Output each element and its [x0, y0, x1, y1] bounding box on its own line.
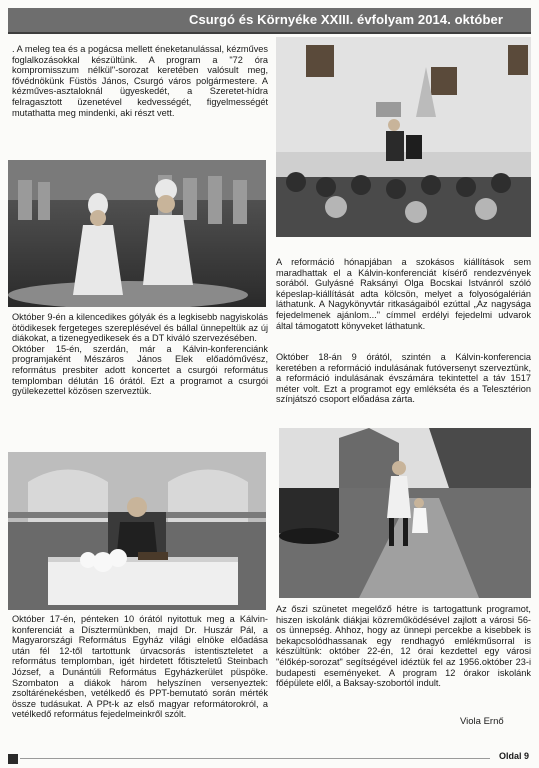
article-intro [12, 44, 268, 118]
article-october-18-text: Október 18-án 9 órától, szintén a Kálvin-konferencia keretében a reformáció indulásának futóversenyt szerveztünk, a reformáció indulásának évszámára tekintettel a táv 1517 méter volt. Ezt a programot egy emlékséta és a Telesztérion színjátszó csoport előadása zárta. [276, 352, 531, 405]
article-october-9-text: Október 9-én a kilencedikes gólyák és a legkisebb nagyiskolás ötödikesek fergeteges szereplésével és bállal ünnepeltük az új diákokat, a tizenegyedikesek és a DT kiváló szervezésében. [12, 312, 268, 344]
photo-children-costumes-image [8, 160, 266, 307]
article-exhibitions-text: A reformáció hónapjában a szokásos kiállítások sem maradhattak el a Kálvin-konferenciát kísérő rendezvények sorából. Gulyásné Raksányi Olga Bocskai Istvánról szóló képeslap-kiállítását adta kölcsön, melyet a folyosógalérián láthatunk. A Nagykönyvtár ritkaságaiból ezúttal „Az nagysága fejedelmenek ajánlom..." címmel erdélyi fejedelmi udvarok által támogatott könyveket láthatunk. [276, 257, 531, 331]
page-header [8, 8, 531, 34]
article-autumn [276, 604, 531, 689]
photo-church-lecture-image [276, 37, 531, 237]
article-intro-text: . A meleg tea és a pogácsa mellett éneketanulással, kézműves foglalkozásokkal készültünk. A program a "72 óra kompromisszum nélkül"-sorozat keretében valósult meg, fővédnökünk Füstös János, Csurgó város polgármestere. A kézműves-asztaloknál ügyeskedét, a Szeretet-hídra felragasztott üzenetével kedvességét, figyelmességét mutathatta meg mindenki, aki részt vett. [12, 44, 268, 118]
footer-divider [20, 758, 490, 759]
photo-speaker-table [8, 452, 266, 610]
photo-street-run [279, 428, 531, 598]
footer-marker [8, 754, 18, 764]
author-signature: Viola Ernő [460, 716, 504, 727]
photo-street-run-image [279, 428, 531, 598]
header-title: Csurgó és Környéke XXIII. évfolyam 2014. október [188, 12, 503, 27]
article-october-15-text: Október 15-én, szerdán, már a Kálvin-konferenciánk programjaként Mészáros János Elek előadóművész, református presbiter adott koncertet a csurgói református templomban délután 16 órától. Ezt a programot a csurgói gyülekezettel közösen szerveztük. [12, 343, 268, 397]
photo-children-costumes [8, 160, 266, 307]
article-exhibitions [276, 257, 531, 331]
photo-church-lecture [276, 37, 531, 237]
page-number: Oldal 9 [498, 751, 529, 761]
article-october-18 [276, 352, 531, 405]
photo-speaker-table-image [8, 452, 266, 610]
article-autumn-text: Az őszi szünetet megelőző hétre is tartogattunk programot, hiszen iskolánk diákjai közreműködésével zajlott a városi 56-os ünnepség. Ahhoz, hogy az ünnepi percekbe a kisebbek is bekapcsolódhassanak egy rendhagyó emlékműsorral is készültünk: október 22-én, 12 órai kezdettel egy városi "élőkép-sorozat" segítségével idéztük fel az 1956.október 23-i budapesti eseményeket. A program 12 órakor iskolánk főépülete elől, a Baksay-szobortól indult. [276, 604, 531, 689]
article-october-9-15 [12, 312, 268, 397]
article-october-17-text: Október 17-én, pénteken 10 órától nyitottuk meg a Kálvin-konferenciát a Dísztermünkben, majd Dr. Huszár Pál, a Magyarországi Református Egyház világi elnöke előadása után fél 12-től tartottunk úrvacsorás istentiszteletet a református templomban, igét hirdetett főtiszteletű Steinbach József, a Dunántúli Református Egyházkerület püspöke. Szombaton a diákok három helyszínen versenyeztek: zsoltárénekésben, vetélkedő és PPT-bemutató során mérték össze tudásukat. A PPt-k az első magyar reformátorokról, a vetélkedő református fejedelmeinkről szólt. [12, 614, 268, 720]
article-october-17 [12, 614, 268, 720]
